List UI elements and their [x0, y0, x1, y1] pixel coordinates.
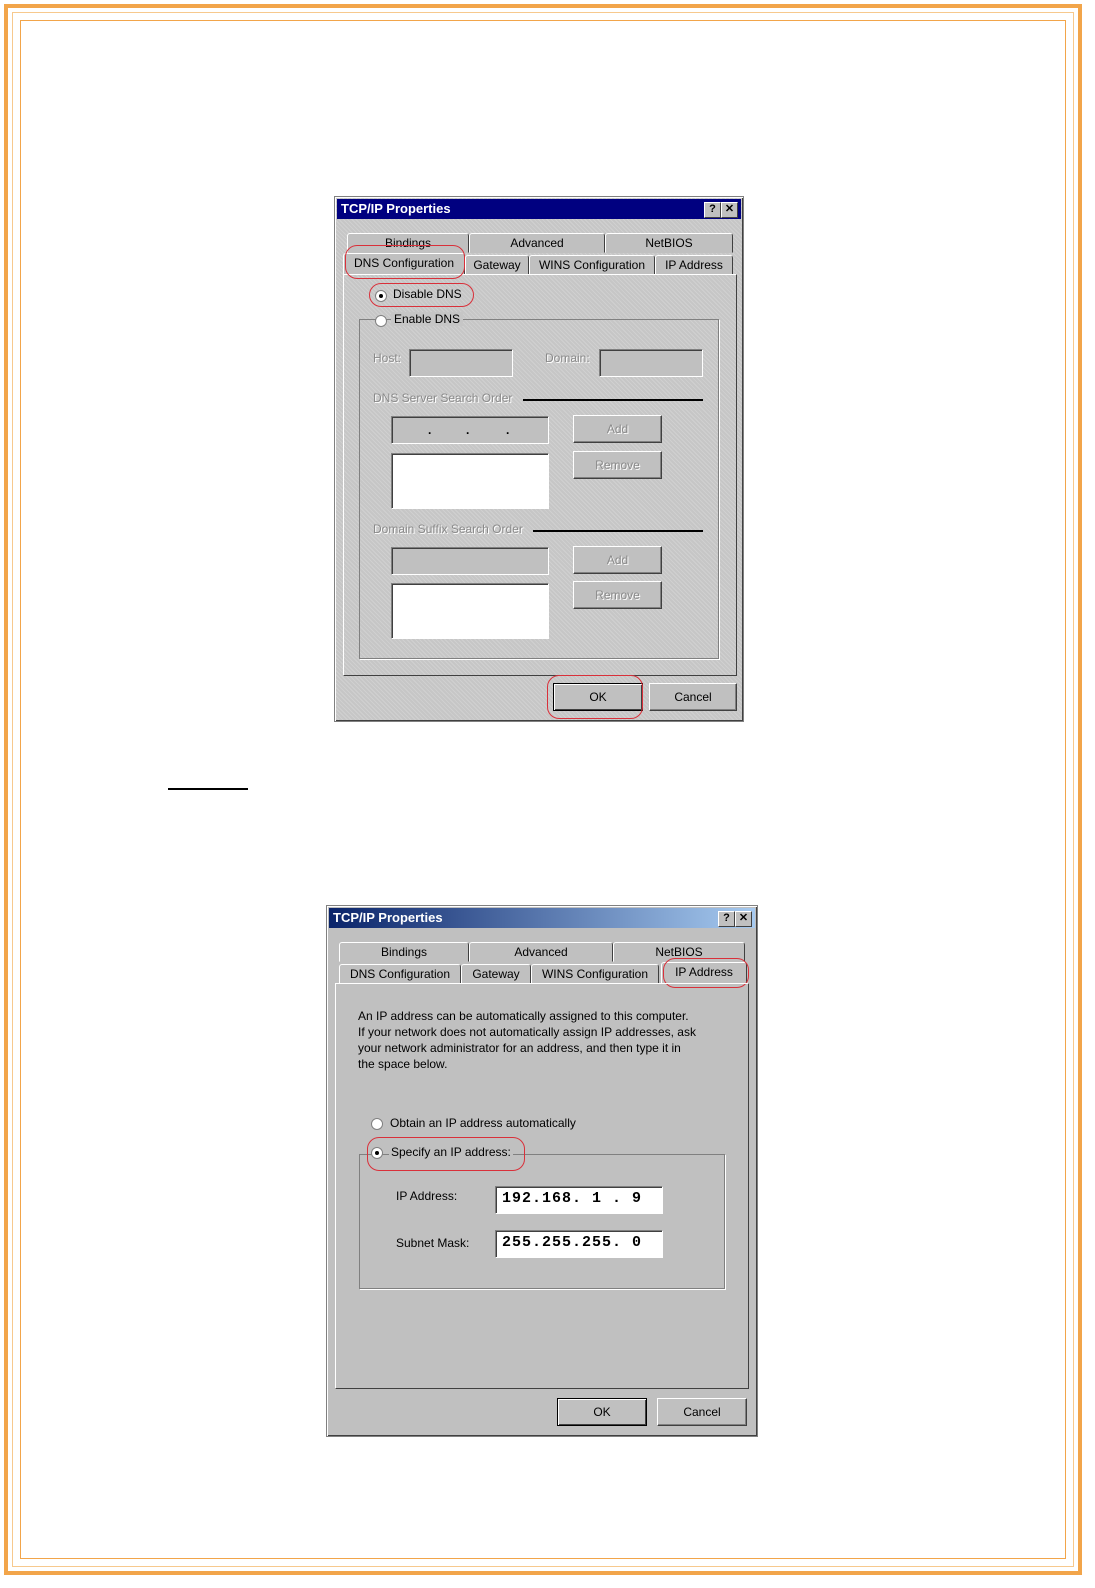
- tab-netbios[interactable]: NetBIOS: [605, 233, 733, 253]
- host-input[interactable]: [409, 349, 513, 377]
- domain-suffix-search-order-label: Domain Suffix Search Order: [373, 522, 523, 536]
- ip-address-input[interactable]: 192.168. 1 . 9: [495, 1186, 663, 1214]
- remove-dns-server-button[interactable]: Remove: [573, 451, 662, 479]
- obtain-ip-radio[interactable]: [371, 1118, 383, 1130]
- dialog-titlebar[interactable]: [337, 199, 741, 219]
- dialog-title: TCP/IP Properties: [341, 201, 451, 216]
- highlight-circle: [547, 675, 643, 719]
- domain-label: Domain:: [545, 351, 590, 365]
- tab-gateway[interactable]: Gateway: [461, 964, 531, 984]
- tab-wins-configuration[interactable]: WINS Configuration: [529, 255, 655, 275]
- tab-dns-configuration[interactable]: DNS Configuration: [339, 964, 461, 984]
- domain-suffix-list[interactable]: [391, 583, 549, 639]
- tab-netbios[interactable]: NetBIOS: [613, 942, 745, 962]
- subnet-mask-label: Subnet Mask:: [396, 1236, 470, 1250]
- remove-domain-suffix-button[interactable]: Remove: [573, 581, 662, 609]
- tab-advanced[interactable]: Advanced: [469, 233, 605, 253]
- ip-address-label: IP Address:: [396, 1189, 458, 1203]
- dns-server-search-order-label: DNS Server Search Order: [373, 391, 513, 405]
- dns-server-list[interactable]: [391, 453, 549, 509]
- enable-dns-radio[interactable]: [375, 315, 387, 327]
- close-button[interactable]: ✕: [735, 911, 752, 927]
- highlight-circle: [367, 1137, 525, 1171]
- step-underline: [168, 788, 248, 790]
- enable-dns-label[interactable]: Enable DNS: [391, 312, 463, 326]
- domain-input[interactable]: [599, 349, 703, 377]
- ip-dot: .: [428, 423, 432, 437]
- cancel-button[interactable]: Cancel: [657, 1398, 747, 1426]
- ok-button[interactable]: OK: [557, 1398, 647, 1426]
- separator-line: [533, 530, 703, 532]
- tab-ip-address[interactable]: IP Address: [655, 255, 733, 275]
- tab-dns-configuration[interactable]: DNS Configuration: [343, 253, 465, 275]
- disable-dns-label[interactable]: Disable DNS: [393, 287, 462, 301]
- tab-bindings[interactable]: Bindings: [339, 942, 469, 962]
- ok-button[interactable]: OK: [553, 683, 643, 711]
- dialog-title: TCP/IP Properties: [333, 910, 443, 925]
- ip-dot: .: [466, 423, 470, 437]
- ip-groupbox: [359, 1154, 725, 1289]
- tab-wins-configuration[interactable]: WINS Configuration: [531, 964, 659, 984]
- obtain-ip-label[interactable]: Obtain an IP address automatically: [390, 1116, 576, 1130]
- help-button[interactable]: ?: [704, 202, 721, 218]
- tab-ip-address[interactable]: IP Address: [661, 962, 747, 984]
- tab-advanced[interactable]: Advanced: [469, 942, 613, 962]
- host-label: Host:: [373, 351, 402, 365]
- add-domain-suffix-button[interactable]: Add: [573, 546, 662, 574]
- close-button[interactable]: ✕: [721, 202, 738, 218]
- dns-server-ip-input[interactable]: [391, 416, 549, 444]
- tab-gateway[interactable]: Gateway: [465, 255, 529, 275]
- description-line: your network administrator for an address, and then type it in: [358, 1041, 681, 1055]
- dialog-titlebar[interactable]: [329, 908, 755, 928]
- description-line: the space below.: [358, 1057, 448, 1071]
- description-line: If your network does not automatically assign IP addresses, ask: [358, 1025, 696, 1039]
- tcpip-dialog-ip-address: [326, 905, 758, 1437]
- help-button[interactable]: ?: [718, 911, 735, 927]
- highlight-circle: [345, 245, 465, 279]
- add-dns-server-button[interactable]: Add: [573, 415, 662, 443]
- tab-bindings[interactable]: Bindings: [347, 233, 469, 253]
- domain-suffix-input[interactable]: [391, 547, 549, 575]
- highlight-circle: [369, 283, 474, 307]
- cancel-button[interactable]: Cancel: [649, 683, 737, 711]
- ip-dot: .: [506, 423, 510, 437]
- subnet-mask-input[interactable]: 255.255.255. 0: [495, 1230, 663, 1258]
- specify-ip-label[interactable]: Specify an IP address:: [391, 1145, 511, 1159]
- description-line: An IP address can be automatically assigned to this computer.: [358, 1009, 689, 1023]
- tcpip-dialog-dns: [334, 196, 744, 722]
- separator-line: [523, 399, 703, 401]
